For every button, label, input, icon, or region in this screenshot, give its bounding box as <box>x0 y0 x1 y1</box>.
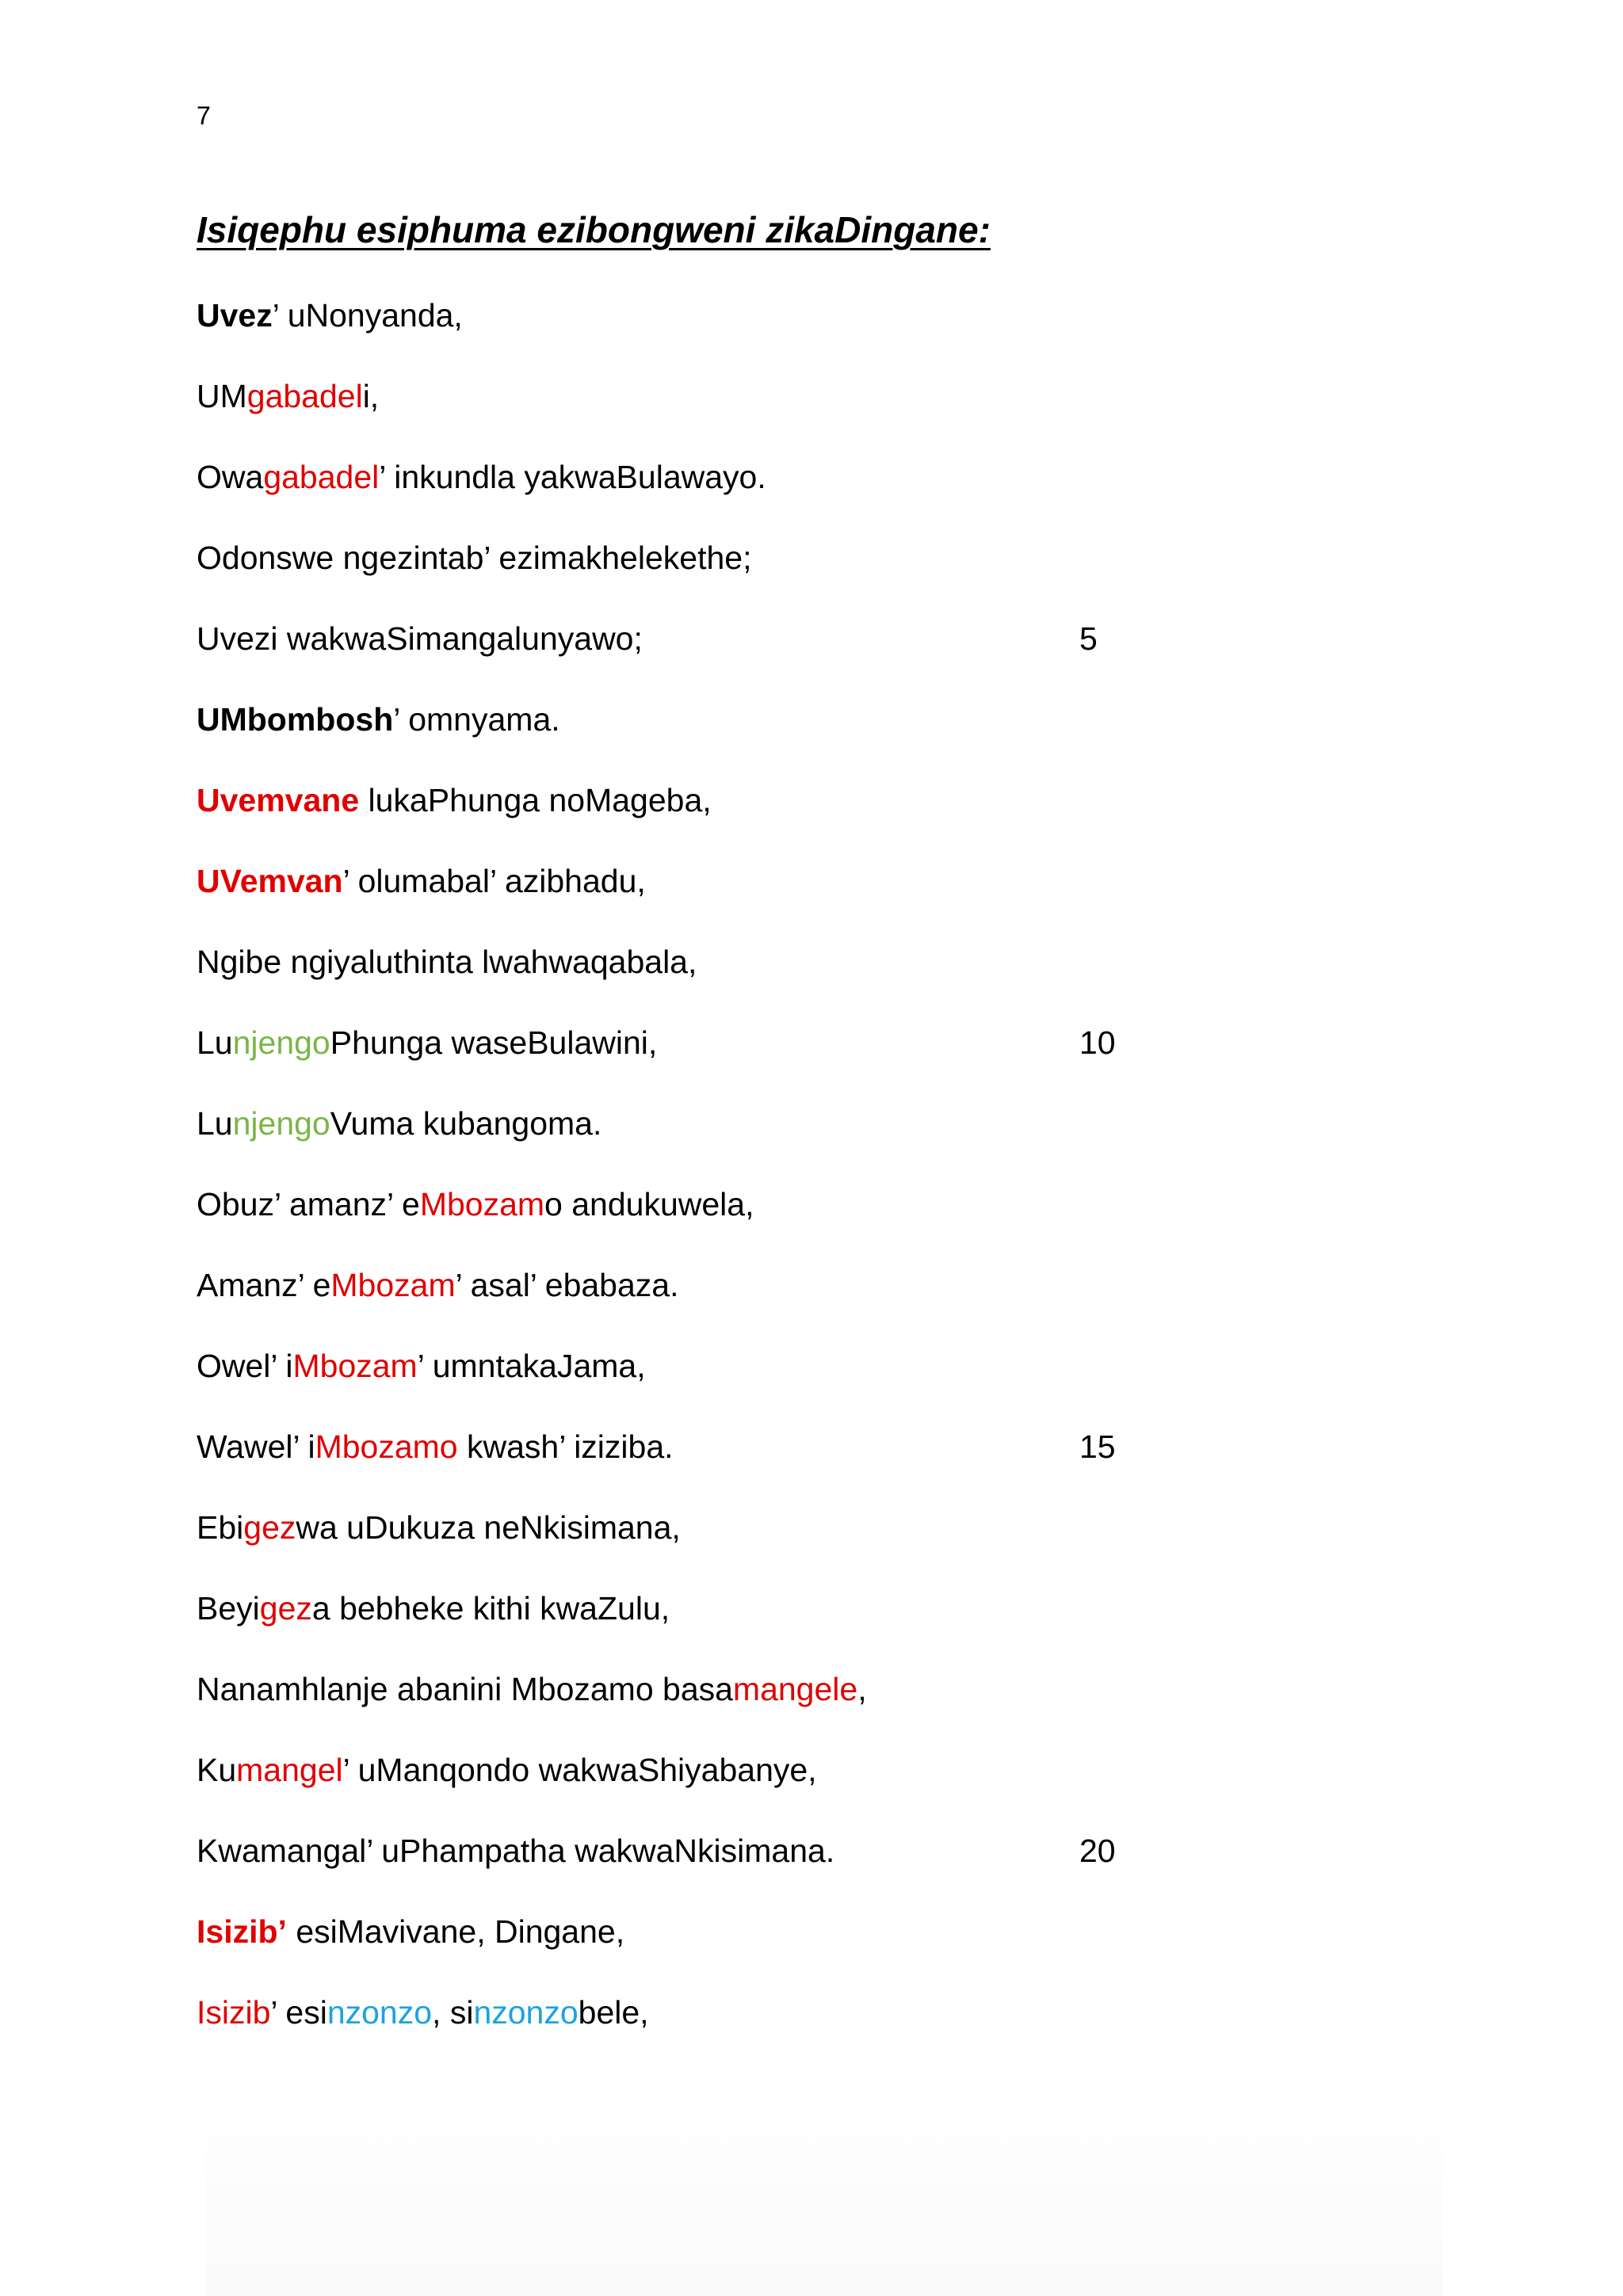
poem-line <box>197 1585 1148 1665</box>
poem-line <box>197 857 1148 938</box>
poem-line <box>197 1746 1148 1827</box>
poem-line-text: bele, <box>578 1994 649 2031</box>
poem-line-text: ’ uManqondo wakwaShiyabanye, <box>342 1752 817 1788</box>
poem-line-text: Lu <box>197 1105 233 1142</box>
poem-line-text: wa uDukuza neNkisimana, <box>296 1509 681 1546</box>
poem-line <box>197 1342 1148 1423</box>
poem-line-text: UVemvan <box>197 863 343 899</box>
page-bottom-shade <box>206 2076 1442 2296</box>
poem-line-text: Beyi <box>197 1590 260 1627</box>
poem-line-text: Wawel’ i <box>197 1428 315 1465</box>
poem-line <box>197 696 1148 776</box>
poem-line-text: UMbombosh <box>197 701 394 738</box>
poem-line-text: mangele <box>732 1671 858 1707</box>
poem-line-text: ’ umntakaJama, <box>417 1348 646 1384</box>
poem-line <box>197 1180 1148 1261</box>
poem-line-text: nzonzo <box>327 1994 433 2031</box>
poem-line-text: , si <box>432 1994 474 2031</box>
poem-line-text: ’ esi <box>270 1994 327 2031</box>
poem-line-text: njengo <box>232 1024 330 1061</box>
line-number: 5 <box>1079 620 1098 657</box>
poem-line-text: Mbozamo <box>315 1428 458 1465</box>
poem-line-text: Amanz’ e <box>197 1267 331 1303</box>
poem-line-text: ’ olumabal’ azibhadu, <box>342 863 646 899</box>
poem-line <box>197 776 1148 857</box>
poem-line <box>197 1504 1148 1585</box>
poem-line-text: Mbozam <box>292 1348 418 1384</box>
page-number: 7 <box>197 101 211 130</box>
poem-line-text: esiMavivane, Dingane, <box>286 1913 625 1950</box>
poem-line-text: , <box>857 1671 867 1707</box>
poem-line-text: Odonswe ngezintab’ ezimakhelekethe; <box>197 540 752 576</box>
poem-line-text: Owa <box>197 459 264 495</box>
poem-line-text: ’ uNonyanda, <box>272 297 463 334</box>
poem-line-text: Owel’ i <box>197 1348 293 1384</box>
poem-line <box>197 938 1148 1019</box>
poem-line-text: Mbozam <box>419 1186 545 1222</box>
poem-line <box>197 1665 1148 1746</box>
poem-line-text: Vuma kubangoma. <box>330 1105 602 1142</box>
poem-line <box>197 1908 1148 1989</box>
poem-line <box>197 1100 1148 1180</box>
poem-line-text: njengo <box>232 1105 330 1142</box>
poem-line <box>197 1261 1148 1342</box>
poem-line-text: ’ asal’ ebabaza. <box>455 1267 679 1303</box>
poem-line-text: Uvezi wakwaSimangalunyawo; <box>197 620 643 657</box>
poem-line <box>197 372 1148 453</box>
poem-line <box>197 1989 1148 2069</box>
poem-line-text: ’ omnyama. <box>393 701 560 738</box>
poem-line-text: Uvez <box>197 297 273 334</box>
poem-body <box>197 292 1148 2069</box>
poem-line-text: lukaPhunga noMageba, <box>359 782 712 818</box>
poem-line-text: Ebi <box>197 1509 244 1546</box>
poem-line-text: o andukuwela, <box>544 1186 754 1222</box>
poem-line-text: Kwamangal’ uPhampatha wakwaNkisimana. <box>197 1833 835 1869</box>
poem-line <box>197 1827 1148 1908</box>
poem-line-text: Uvemvane <box>197 782 360 818</box>
poem-line-text: Ngibe ngiyaluthinta lwahwaqabala, <box>197 944 697 980</box>
line-number: 20 <box>1079 1833 1116 1869</box>
poem-line-text: ’ inkundla yakwaBulawayo. <box>379 459 766 495</box>
poem-title: Isiqephu esiphuma ezibongweni zikaDingane: <box>197 209 991 250</box>
poem-line <box>197 534 1148 615</box>
poem-line-text: Phunga waseBulawini, <box>330 1024 658 1061</box>
poem-line-text: UM <box>197 378 247 414</box>
poem-line-text: Obuz’ amanz’ e <box>197 1186 420 1222</box>
poem-line-text: Nanamhlanje abanini Mbozamo basa <box>197 1671 733 1707</box>
poem-line <box>197 453 1148 534</box>
line-number: 10 <box>1079 1024 1116 1061</box>
poem-line <box>197 1019 1148 1100</box>
poem-line <box>197 292 1148 372</box>
poem-line-text: Isizib <box>197 1994 271 2031</box>
poem-line-text: gabadel <box>246 378 363 414</box>
poem-line-text: Lu <box>197 1024 233 1061</box>
poem-line-text: Ku <box>197 1752 237 1788</box>
poem-line-text: Mbozam <box>330 1267 456 1303</box>
poem-line-text: mangel <box>236 1752 343 1788</box>
poem-line <box>197 1423 1148 1504</box>
poem-line <box>197 615 1148 696</box>
poem-line-text: gabadel <box>263 459 380 495</box>
poem-line-text: kwash’ iziziba. <box>457 1428 674 1465</box>
poem-line-text: nzonzo <box>473 1994 579 2031</box>
poem-line-text: gez <box>259 1590 312 1627</box>
poem-line-text: gez <box>243 1509 296 1546</box>
poem-line-text: i, <box>362 378 380 414</box>
line-number: 15 <box>1079 1428 1116 1465</box>
poem-line-text: Isizib’ <box>197 1913 287 1950</box>
poem-line-text: a bebheke kithi kwaZulu, <box>311 1590 670 1627</box>
